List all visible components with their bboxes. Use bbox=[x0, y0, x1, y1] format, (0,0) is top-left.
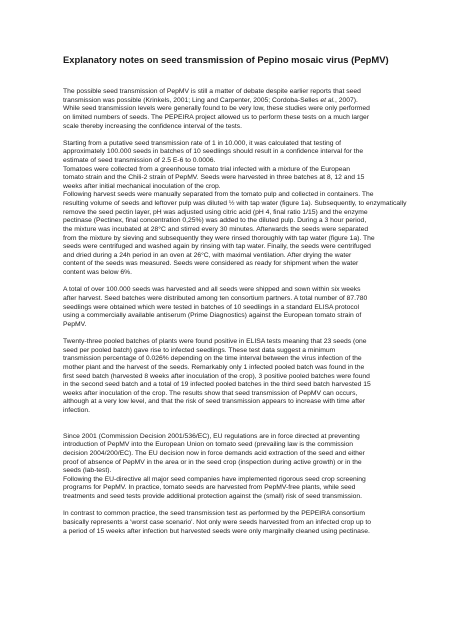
text-line: tomato strain and the Chili-2 strain of PepMV. Seeds were harvested in three batches at 8, 12 and 15 bbox=[63, 174, 365, 182]
text-line: Tomatoes were collected from a greenhouse tomato trial infected with a mixture of the European bbox=[63, 165, 351, 173]
document-title: Explanatory notes on seed transmission of Pepino mosaic virus (PepMV) bbox=[63, 54, 389, 65]
text-line: seeds were centrifuged and washed again by rinsing with tap water. Finally, the seeds were centrifuged bbox=[63, 243, 371, 251]
text-line: infection. bbox=[63, 407, 91, 415]
text-line: from the mixture by sieving and subsequently they were rinsed thoroughly with tap water (figure 1a). The bbox=[63, 234, 375, 242]
paragraph bbox=[63, 88, 394, 131]
text-line: Twenty-three pooled batches of plants were found positive in ELISA tests meaning that 23 seeds (one bbox=[63, 338, 367, 346]
text-line: after harvest. Seed batches were distributed among ten consortium partners. A total number of 87.780 bbox=[63, 294, 368, 302]
paragraph bbox=[63, 338, 394, 416]
text-line: Following the EU-directive all major seed companies have implemented rigorous seed crop screening bbox=[63, 475, 366, 483]
text-line: first seed batch (harvested 8 weeks after inoculation of the crop), 3 positive pooled batches were found bbox=[63, 372, 370, 380]
text-line: mother plant and the harvest of the seeds. Remarkably only 1 infected pooled batch was found in the bbox=[63, 363, 365, 371]
text-line: decision 2004/200/EC). The EU decision now in force demands acid extraction of the seed and either bbox=[63, 449, 365, 457]
text-line: Following harvest seeds were manually separated from the tomato pulp and collected in containers. The bbox=[63, 191, 374, 199]
text-line: content of the seeds was measured. Seeds were considered as ready for shipment when the water bbox=[63, 260, 359, 268]
text-line: introduction of PepMV into the European Union on tomato seed (prevailing law is the commission bbox=[63, 441, 354, 449]
text-line: basically represents a 'worst case scenario'. Not only were seeds harvested from an infected crop up to bbox=[63, 518, 371, 526]
text-line: transmission was possible (Krinkels, 2001; Ling and Carpenter, 2005; Cordoba-Selles et al., 2007). bbox=[63, 96, 358, 104]
text-line: although at a very low level, and that the risk of seed transmission appears to increase with time after bbox=[63, 398, 366, 406]
paragraph bbox=[63, 286, 394, 329]
text-line: scale thereby increasing the confidence interval of the tests. bbox=[63, 122, 242, 130]
text-line: using a commercially available antiserum (Prime Diagnostics) against the European tomato strain of bbox=[63, 312, 362, 320]
text-line: programs for PepMV. In practice, tomato seeds are harvested from PepMV-free plants, while seed bbox=[63, 484, 356, 492]
text-line: seeds (lab-test). bbox=[63, 467, 112, 475]
text-line: pectinase (Pectinex, final concentration 0,25%) was added to the diluted pulp. During a 3 hour period, bbox=[63, 217, 367, 225]
text-line: resulting volume of seeds and leftover pulp was diluted ½ with tap water (figure 1a). Subsequently, to enzymatically bbox=[63, 200, 407, 208]
text-line: weeks after inoculation of the crop. The results show that seed transmission of PepMV can occurs, bbox=[63, 389, 358, 397]
text-line: A total of over 100.000 seeds was harvested and all seeds were shipped and sown within six weeks bbox=[63, 286, 361, 294]
text-line: on limited numbers of seeds. The PEPEIRA project allowed us to perform these tests on a much larger bbox=[63, 113, 370, 121]
paragraph bbox=[63, 510, 394, 536]
text-line: Starting from a putative seed transmission rate of 1 in 10.000, it was calculated that testing of bbox=[63, 139, 342, 147]
text-line: In contrast to common practice, the seed transmission test as performed by the PEPEIRA consortium bbox=[63, 510, 366, 518]
text-line: the mixture was incubated at 28°C and stirred every 30 minutes. Afterwards the seeds were separated bbox=[63, 225, 369, 233]
document-body bbox=[63, 88, 407, 536]
paragraph bbox=[63, 139, 407, 278]
text-line: in the second seed batch and a total of 19 infected pooled batches in the third seed batch harvested 15 bbox=[63, 381, 371, 389]
text-line: treatments and seed tests provide additional protection against the (small) risk of seed transmission. bbox=[63, 493, 363, 501]
text-line: estimate of seed transmission of 2.5 E-6 to 0.0006. bbox=[63, 156, 216, 164]
text-line: remove the seed pectin layer, pH was adjusted using citric acid (pH 4, final ratio 1/15) and the enzyme bbox=[63, 208, 368, 216]
text-line: content was below 6%. bbox=[63, 269, 133, 277]
text-line: seed per pooled batch) gave rise to infected seedlings. These test data suggest a minimum bbox=[63, 346, 336, 354]
paragraph bbox=[63, 433, 394, 502]
text-line: seedlings were obtained which were tested in batches of 10 seedlings in a standard ELISA protocol bbox=[63, 303, 360, 311]
text-line: proof of absence of PepMV in the area or in the seed crop (inspection during active growth) or in the bbox=[63, 458, 362, 466]
text-line: While seed transmission levels were generally found to be very low, these studies were only performed bbox=[63, 105, 370, 113]
text-line: a period of 15 weeks after infection but harvested seeds were only marginally cleaned using pectinase. bbox=[63, 527, 370, 535]
text-line: weeks after initial mechanical inoculation of the crop. bbox=[63, 182, 221, 190]
text-line: PepMV. bbox=[63, 320, 87, 328]
text-line: and dried during a 24h period in an oven at 26°C, with maximal ventilation. After drying the water bbox=[63, 251, 352, 259]
text-line: approximately 100.000 seeds in batches of 10 seedlings should result in a confidence interval for the bbox=[63, 148, 364, 156]
text-line: Since 2001 (Commission Decision 2001/536/EC), EU regulations are in force directed at preventing bbox=[63, 432, 360, 440]
text-line: The possible seed transmission of PepMV is still a matter of debate despite earlier reports that seed bbox=[63, 88, 361, 95]
text-line: transmission percentage of 0.026% depending on the time interval between the virus infection of the bbox=[63, 355, 362, 363]
